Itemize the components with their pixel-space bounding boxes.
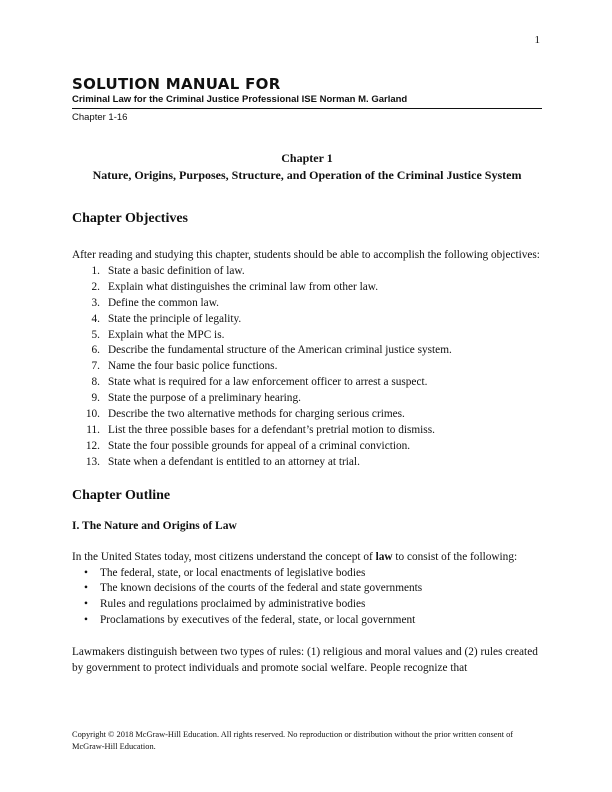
item-number: 11. (86, 423, 100, 436)
list-item (72, 613, 540, 629)
list-item (72, 296, 540, 312)
objectives-list (72, 264, 540, 471)
list-item (72, 391, 540, 407)
paragraph-text: In the United States today, most citizens understand the concept of (72, 550, 376, 563)
spacer (72, 629, 540, 645)
item-number: 6. (91, 344, 100, 357)
list-item (72, 328, 540, 344)
item-number: 9. (91, 392, 100, 405)
list-item (72, 312, 540, 328)
item-number: 7. (91, 360, 100, 373)
item-text: The federal, state, or local enactments of legislative bodies (100, 566, 366, 579)
paragraph-text: to consist of the following: (392, 550, 518, 563)
header-subtitle: Criminal Law for the Criminal Justice Professional ISE Norman M. Garland (72, 93, 542, 109)
rules-paragraph: Lawmakers distinguish between two types of rules: (1) religious and moral values and (2) rules created by government to protect individuals and promote social welfare. People recognize that (72, 646, 538, 675)
list-item (72, 597, 540, 613)
document-header (72, 76, 542, 124)
item-text: Define the common law. (108, 296, 219, 309)
header-title: SOLUTION MANUAL FOR (72, 75, 281, 93)
law-sources-list (72, 566, 540, 630)
item-text: Proclamations by executives of the federal, state, or local government (100, 614, 416, 627)
bullet-icon: • (84, 582, 88, 595)
item-text: Explain what distinguishes the criminal law from other law. (108, 280, 379, 293)
item-number: 10. (85, 408, 100, 421)
item-text: Rules and regulations proclaimed by administrative bodies (100, 598, 366, 611)
item-number: 8. (91, 376, 100, 389)
objectives-heading: Chapter Objectives (72, 211, 188, 226)
chapter-heading (72, 150, 542, 184)
item-text: List the three possible bases for a defendant’s pretrial motion to dismiss. (108, 423, 435, 436)
list-item (72, 280, 540, 296)
law-definition-paragraph (72, 550, 540, 566)
item-text: Name the four basic police functions. (108, 360, 278, 373)
list-item (72, 581, 540, 597)
item-text: The known decisions of the courts of the federal and state governments (100, 582, 423, 595)
item-number: 2. (91, 280, 100, 293)
list-item (72, 439, 540, 455)
item-text: State when a defendant is entitled to an attorney at trial. (108, 455, 360, 468)
list-item (72, 264, 540, 280)
bullet-icon: • (84, 598, 88, 611)
item-number: 12. (85, 439, 100, 452)
item-number: 1. (91, 264, 100, 277)
subsection-title: I. The Nature and Origins of Law (72, 519, 237, 532)
item-text: Explain what the MPC is. (108, 328, 225, 341)
chapter-title: Nature, Origins, Purposes, Structure, and Operation of the Criminal Justice System (92, 168, 522, 182)
objectives-intro: After reading and studying this chapter, students should be able to accomplish the following objectives: (72, 249, 540, 261)
list-item (72, 566, 540, 582)
list-item (72, 407, 540, 423)
item-text: State a basic definition of law. (108, 264, 245, 277)
page-number: 1 (534, 34, 540, 46)
item-number: 3. (91, 296, 100, 309)
header-chapter-range: Chapter 1-16 (72, 112, 128, 123)
chapter-label: Chapter 1 (281, 151, 333, 165)
list-item (72, 375, 540, 391)
item-text: State the principle of legality. (108, 312, 242, 325)
item-text: State the four possible grounds for appeal of a criminal conviction. (108, 439, 411, 452)
outline-heading: Chapter Outline (72, 487, 171, 503)
item-text: Describe the two alternative methods for charging serious crimes. (108, 408, 405, 421)
bold-term: law (375, 550, 393, 563)
item-text: Describe the fundamental structure of the American criminal justice system. (108, 344, 452, 357)
bullet-icon: • (84, 614, 88, 627)
list-item (72, 343, 540, 359)
item-number: 13. (85, 455, 100, 468)
list-item (72, 359, 540, 375)
item-text: State what is required for a law enforcement officer to arrest a suspect. (108, 376, 428, 389)
bullet-icon: • (84, 566, 88, 579)
item-number: 4. (91, 312, 100, 325)
item-text: State the purpose of a preliminary hearing. (108, 392, 301, 405)
item-number: 5. (91, 328, 100, 341)
list-item (72, 423, 540, 439)
main-content (72, 210, 540, 677)
list-item (72, 455, 540, 471)
copyright-footer: Copyright © 2018 McGraw-Hill Education. All rights reserved. No reproduction or distribution without the prior written consent of McGraw-Hill Education. (72, 730, 514, 751)
